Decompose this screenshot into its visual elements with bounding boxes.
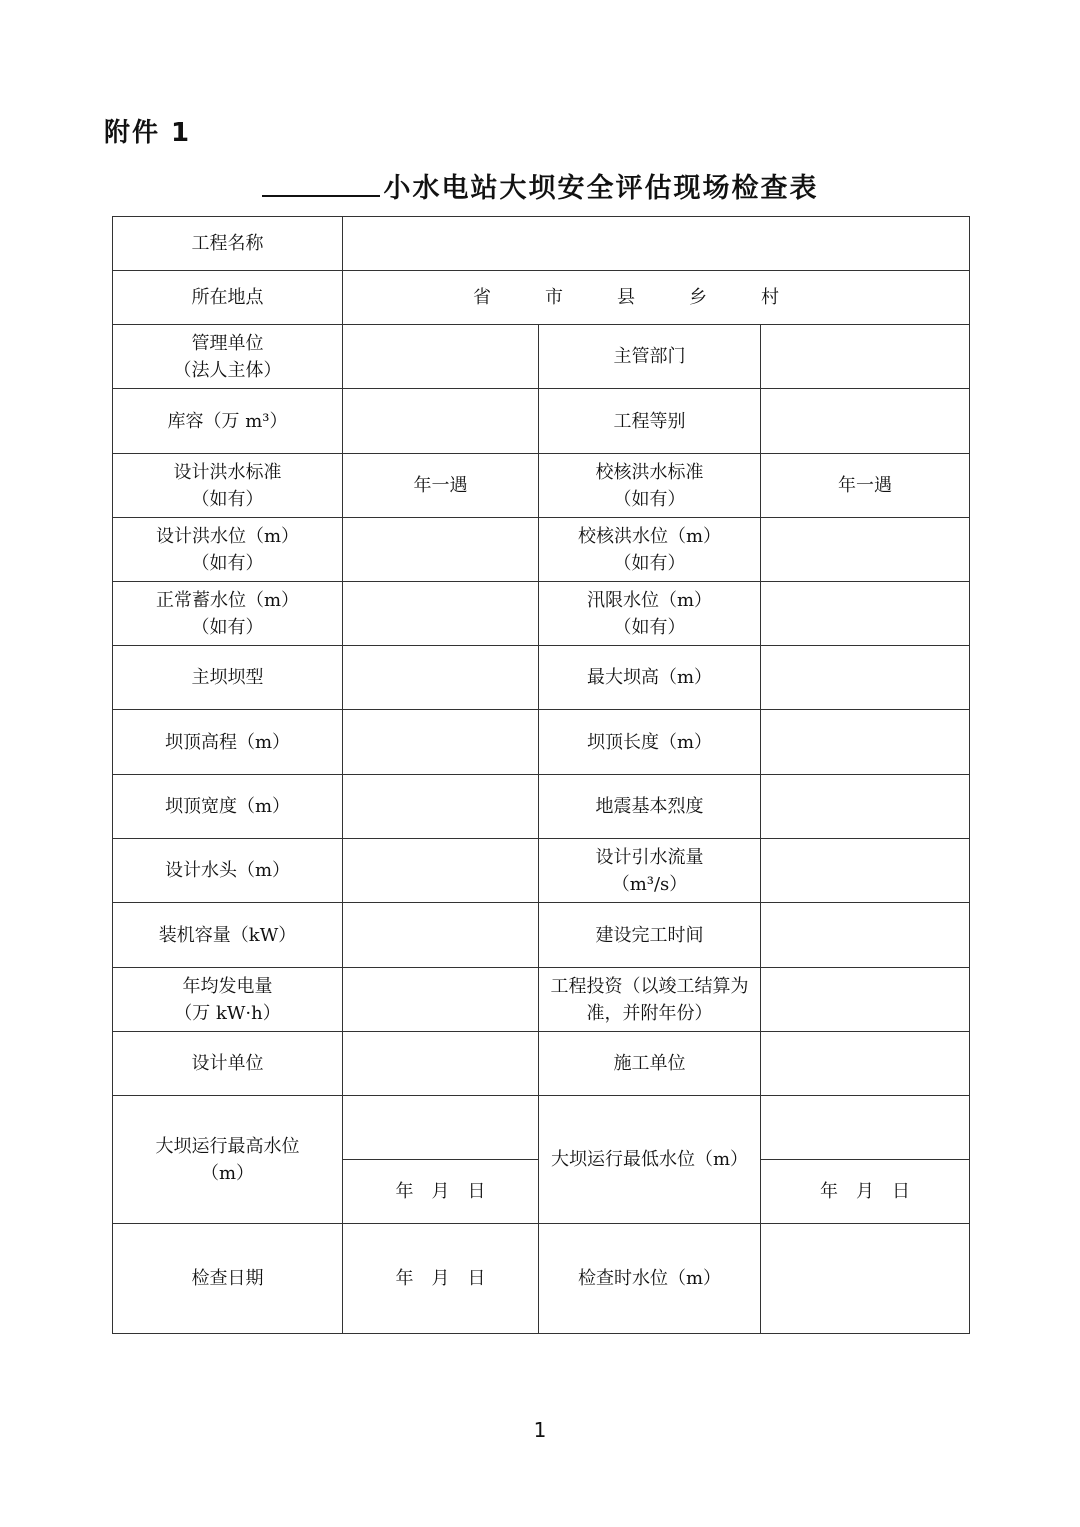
crest-width-label: 坝顶宽度（m）: [113, 775, 343, 839]
annual-energy-field[interactable]: [343, 968, 539, 1032]
table-row: [113, 518, 970, 582]
village-label: 村: [761, 287, 780, 308]
inspection-date-field[interactable]: 年 月 日: [343, 1224, 539, 1334]
design-head-field[interactable]: [343, 839, 539, 903]
design-flood-level-field[interactable]: [343, 518, 539, 582]
completion-time-field[interactable]: [761, 903, 970, 968]
inspection-level-label: 检查时水位（m）: [539, 1224, 761, 1334]
attachment-label: 附件 1: [104, 118, 192, 148]
table-row: [113, 710, 970, 775]
crest-length-label: 坝顶长度（m）: [539, 710, 761, 775]
design-unit-label: 设计单位: [113, 1032, 343, 1096]
investment-field[interactable]: [761, 968, 970, 1032]
check-flood-level-label: 校核洪水位（m） （如有）: [539, 518, 761, 582]
province-label: 省: [473, 287, 492, 308]
table-row: [113, 646, 970, 710]
max-dam-height-label: 最大坝高（m）: [539, 646, 761, 710]
inspection-level-field[interactable]: [761, 1224, 970, 1334]
main-dam-type-label: 主坝坝型: [113, 646, 343, 710]
design-flood-std-label: 设计洪水标准 （如有）: [113, 454, 343, 518]
check-flood-std-label: 校核洪水标准 （如有）: [539, 454, 761, 518]
design-unit-field[interactable]: [343, 1032, 539, 1096]
normal-level-label: 正常蓄水位（m） （如有）: [113, 582, 343, 646]
design-flood-std-field[interactable]: 年一遇: [343, 454, 539, 518]
table-row: [113, 217, 970, 271]
annual-energy-label: 年均发电量 （万 kW·h）: [113, 968, 343, 1032]
management-unit-field[interactable]: [343, 325, 539, 389]
title-blank-line[interactable]: [262, 173, 380, 197]
check-flood-std-field[interactable]: 年一遇: [761, 454, 970, 518]
storage-label: 库容（万 m³）: [113, 389, 343, 454]
competent-dept-label: 主管部门: [539, 325, 761, 389]
crest-width-field[interactable]: [343, 775, 539, 839]
table-row: [113, 325, 970, 389]
table-row: [113, 1096, 970, 1160]
design-flow-label: 设计引水流量 （m³/s）: [539, 839, 761, 903]
crest-length-field[interactable]: [761, 710, 970, 775]
check-flood-level-field[interactable]: [761, 518, 970, 582]
design-flow-field[interactable]: [761, 839, 970, 903]
design-flood-level-label: 设计洪水位（m） （如有）: [113, 518, 343, 582]
flood-limit-level-field[interactable]: [761, 582, 970, 646]
competent-dept-field[interactable]: [761, 325, 970, 389]
project-name-label: 工程名称: [113, 217, 343, 271]
page-number: 1: [533, 1418, 547, 1442]
crest-elevation-label: 坝顶高程（m）: [113, 710, 343, 775]
table-row: [113, 389, 970, 454]
township-label: 乡: [689, 287, 708, 308]
min-level-date-field[interactable]: 年 月 日: [761, 1160, 970, 1224]
construction-unit-label: 施工单位: [539, 1032, 761, 1096]
table-row: [113, 839, 970, 903]
max-level-date-field[interactable]: 年 月 日: [343, 1160, 539, 1224]
main-dam-type-field[interactable]: [343, 646, 539, 710]
flood-limit-level-label: 汛限水位（m） （如有）: [539, 582, 761, 646]
title-text: 小水电站大坝安全评估现场检查表: [383, 173, 819, 204]
location-label: 所在地点: [113, 271, 343, 325]
county-label: 县: [617, 287, 636, 308]
project-grade-label: 工程等别: [539, 389, 761, 454]
installed-capacity-label: 装机容量（kW）: [113, 903, 343, 968]
document-title: [0, 166, 1080, 205]
construction-unit-field[interactable]: [761, 1032, 970, 1096]
inspection-date-label: 检查日期: [113, 1224, 343, 1334]
project-grade-field[interactable]: [761, 389, 970, 454]
seismic-intensity-label: 地震基本烈度: [539, 775, 761, 839]
inspection-form-table: [112, 216, 970, 1334]
installed-capacity-field[interactable]: [343, 903, 539, 968]
table-row: [113, 454, 970, 518]
normal-level-field[interactable]: [343, 582, 539, 646]
crest-elevation-field[interactable]: [343, 710, 539, 775]
design-head-label: 设计水头（m）: [113, 839, 343, 903]
table-row: [113, 775, 970, 839]
completion-time-label: 建设完工时间: [539, 903, 761, 968]
storage-field[interactable]: [343, 389, 539, 454]
table-row: [113, 1224, 970, 1334]
project-name-field[interactable]: [343, 217, 970, 271]
seismic-intensity-field[interactable]: [761, 775, 970, 839]
table-row: [113, 968, 970, 1032]
table-row: [113, 1032, 970, 1096]
table-row: [113, 903, 970, 968]
max-dam-height-field[interactable]: [761, 646, 970, 710]
table-row: [113, 582, 970, 646]
investment-label: 工程投资（以竣工结算为 准，并附年份）: [539, 968, 761, 1032]
location-field[interactable]: [343, 271, 970, 325]
management-unit-label: 管理单位 （法人主体）: [113, 325, 343, 389]
min-level-value-field[interactable]: [761, 1096, 970, 1160]
city-label: 市: [545, 287, 564, 308]
max-level-value-field[interactable]: [343, 1096, 539, 1160]
table-row: [113, 271, 970, 325]
max-level-label: 大坝运行最高水位 （m）: [113, 1096, 343, 1224]
min-level-label: 大坝运行最低水位（m）: [539, 1096, 761, 1224]
